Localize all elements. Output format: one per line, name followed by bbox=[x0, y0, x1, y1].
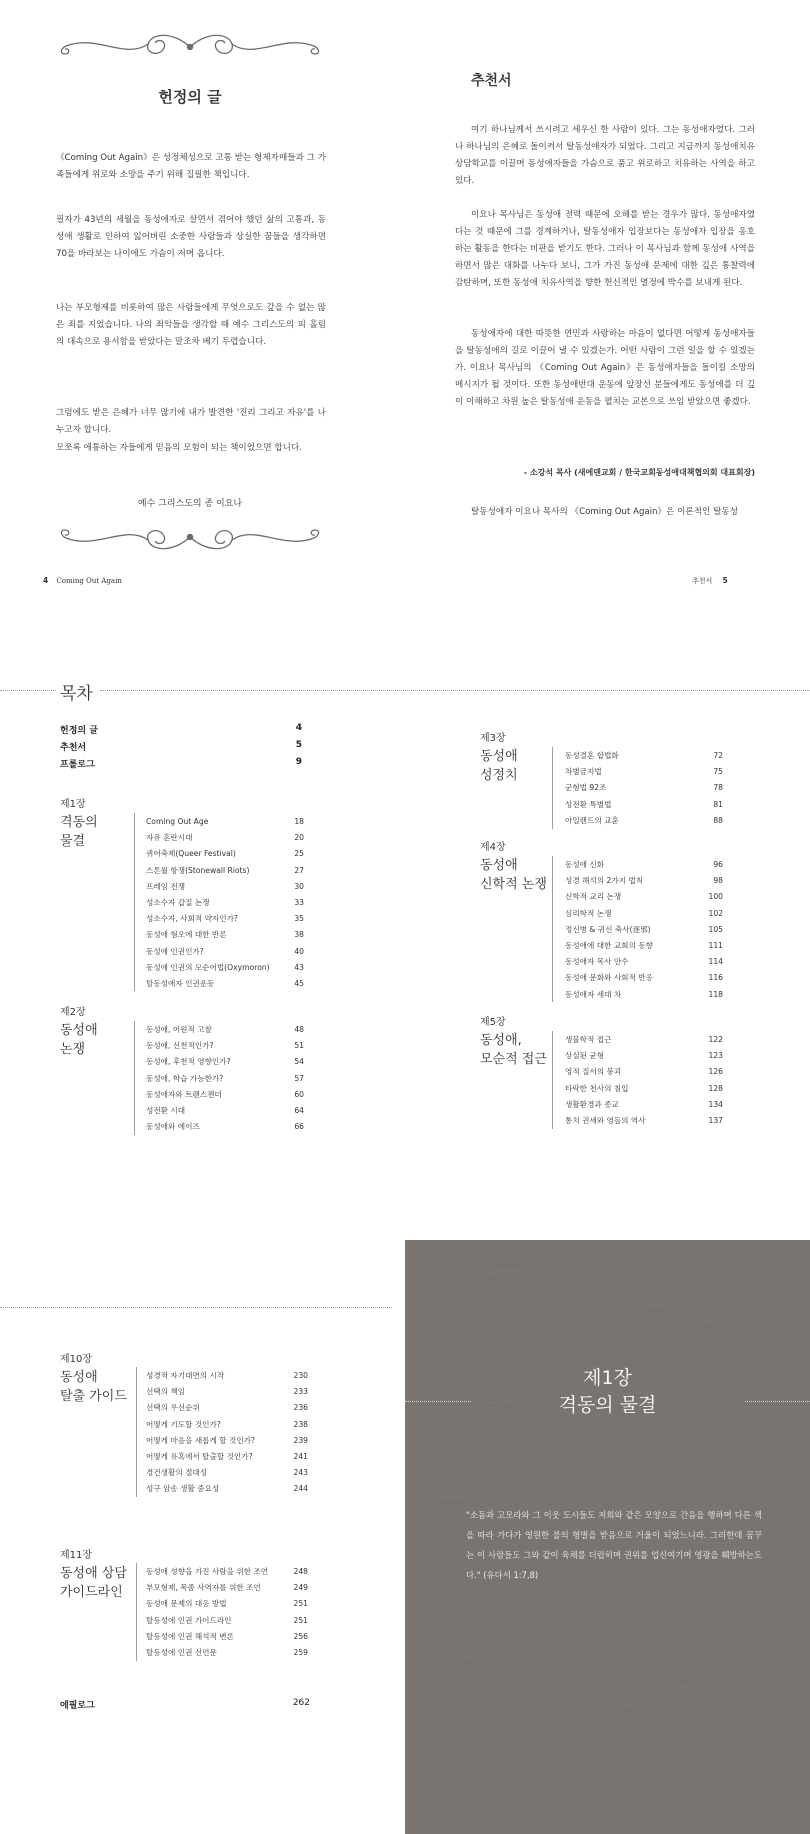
toc-entry-title: 동성애, 학습 가능한가? bbox=[146, 1073, 224, 1083]
toc-entry[interactable] bbox=[565, 764, 723, 780]
toc-entry[interactable] bbox=[146, 1596, 308, 1612]
top-ornament-divider bbox=[56, 30, 324, 64]
toc-entry[interactable] bbox=[146, 976, 304, 992]
recommendation-title: 추천서 bbox=[471, 73, 512, 89]
toc-entry-page: 20 bbox=[294, 833, 304, 843]
recommendation-paragraph-3: 동성애자에 대한 따뜻한 연민과 사랑하는 마음이 없다면 어떻게 동성애자들을 탈동성애의 길로 이끌어 낼 수 있겠는가. 어떤 사람이 그런 일을 할 수 있겠는가. 이요나 목사님의 《Coming Out Again》은 동성애자들을 돌이킬 소망의 메시지가 될 것이다. 또한 동성애반대 운동에 앞장선 분들에게도 동성애를 더 깊이 이해하고 차원 높은 탈동성애 운동을 펼치는 교본으로 쓰임 받았으면 좋겠다. bbox=[455, 329, 755, 407]
toc-entry-title: 동성애와 에이즈 bbox=[146, 1122, 200, 1132]
toc-entry-title: 동성애 혐오에 대한 반론 bbox=[146, 930, 227, 940]
chapter-11-title: 동성애 상담 가이드라인 bbox=[60, 1566, 127, 1600]
toc-entry[interactable] bbox=[565, 987, 723, 1003]
chapter-10-entries bbox=[146, 1368, 308, 1498]
toc-entry-page: 57 bbox=[294, 1073, 304, 1083]
toc-entry-title: 성구 암송 생활 중요성 bbox=[146, 1484, 220, 1494]
toc-entry[interactable] bbox=[565, 748, 723, 764]
toc-entry-title: 신학적 교리 논쟁 bbox=[565, 892, 622, 902]
toc-entry-page: 35 bbox=[294, 914, 304, 924]
part-opener-title: 제1장 격동의 물결 bbox=[558, 1367, 657, 1416]
toc-entry[interactable] bbox=[565, 1064, 723, 1080]
toc-entry-title: 동성애자 목사 안수 bbox=[565, 957, 629, 967]
toc-entry-title: 동성애 인권의 모순어법(Oxymoron) bbox=[146, 962, 270, 972]
toc-entry-title: 자유 혼란시대 bbox=[146, 833, 193, 843]
toc-entry[interactable] bbox=[146, 830, 304, 846]
toc-entry[interactable] bbox=[565, 889, 723, 905]
toc-entry-page: 43 bbox=[294, 962, 304, 972]
toc-entry[interactable] bbox=[565, 1032, 723, 1048]
toc-entry[interactable] bbox=[146, 1465, 308, 1481]
toc-entry-title: 탈동성애 인권 해석적 변론 bbox=[146, 1631, 234, 1641]
toc-entry-page: 116 bbox=[708, 973, 723, 983]
toc-entry-title: 성소수자 갑질 논쟁 bbox=[146, 897, 210, 907]
toc-entry[interactable] bbox=[146, 1481, 308, 1497]
toc-entry[interactable] bbox=[146, 1022, 304, 1038]
toc-back-item[interactable]: 에필로그 262 bbox=[60, 1698, 310, 1711]
toc-entry-title: 통치 권세와 영들의 역사 bbox=[565, 1115, 646, 1125]
toc-entry[interactable] bbox=[146, 1038, 304, 1054]
toc-entry-title: 동성결혼 합법화 bbox=[565, 751, 619, 760]
chapter-10-label: 제10장 bbox=[60, 1354, 93, 1365]
toc-entry-page: 88 bbox=[713, 815, 723, 825]
dedication-paragraph-2: 필자가 43년의 세월을 동성애자로 살면서 겪어야 했던 삶의 고통과, 동성애 생활로 인하여 잃어버린 소중한 사람들과 상실한 꿈들을 생각하면 70을 바라보는 나이에도 가슴이 저며 옵니다. bbox=[56, 215, 326, 259]
toc-dotted-rule-left bbox=[0, 690, 56, 691]
chapter-4-rule bbox=[552, 856, 553, 1002]
toc-entry-page: 100 bbox=[708, 892, 723, 902]
toc-entry-page: 128 bbox=[708, 1083, 723, 1093]
chapter-10-rule bbox=[136, 1367, 137, 1497]
toc-entry[interactable] bbox=[146, 1629, 308, 1645]
toc-entry[interactable] bbox=[146, 1384, 308, 1400]
toc-entry-title: 생활환경과 종교 bbox=[565, 1099, 619, 1109]
toc-entry-page: 18 bbox=[294, 817, 304, 826]
chapter-11-entries bbox=[146, 1564, 308, 1661]
toc-entry-page: 60 bbox=[294, 1089, 304, 1099]
toc-entry-title: 어떻게 기도할 것인가? bbox=[146, 1419, 221, 1429]
chapter-10-title: 동성애 탈출 가이드 bbox=[60, 1370, 127, 1404]
toc-continued-dotted-rule bbox=[0, 1307, 392, 1308]
toc-entry-page: 66 bbox=[294, 1122, 304, 1132]
chapter-5-label: 제5장 bbox=[480, 1017, 506, 1028]
folio-left bbox=[43, 576, 122, 585]
toc-entry-page: 126 bbox=[708, 1067, 723, 1077]
toc-entry-page: 25 bbox=[294, 849, 304, 859]
toc-entry-page: 54 bbox=[294, 1057, 304, 1067]
toc-entry-title: 탈동성애 인권 선언문 bbox=[146, 1647, 217, 1657]
toc-entry[interactable] bbox=[146, 944, 304, 960]
chapter-3-entries bbox=[565, 748, 723, 829]
toc-entry[interactable] bbox=[565, 970, 723, 986]
toc-entry-title: 어떻게 유혹에서 탈출할 것인가? bbox=[146, 1451, 253, 1461]
toc-entry-page: 241 bbox=[293, 1451, 308, 1461]
toc-entry[interactable] bbox=[565, 922, 723, 938]
folio-right bbox=[692, 576, 728, 586]
toc-entry[interactable] bbox=[565, 857, 723, 873]
toc-entry-title: 동성애 문제의 대응 방법 bbox=[146, 1599, 227, 1609]
toc-entry-page: 72 bbox=[713, 751, 723, 760]
toc-entry-title: 탈동성애 인권 가이드라인 bbox=[146, 1615, 232, 1625]
toc-entry-page: 238 bbox=[293, 1419, 308, 1429]
toc-entry[interactable] bbox=[565, 1048, 723, 1064]
toc-entry-page: 259 bbox=[293, 1647, 308, 1657]
toc-entry[interactable] bbox=[146, 1449, 308, 1465]
toc-entry-page: 251 bbox=[293, 1599, 308, 1609]
toc-entry-title: 탈동성애자 인권운동 bbox=[146, 978, 215, 988]
folio-left-number: 4 bbox=[43, 576, 49, 585]
toc-entry-title: 심리학적 논쟁 bbox=[565, 908, 612, 918]
dedication-paragraph-4: 그럼에도 받은 은혜가 너무 많기에 내가 발견한 '진리 그리고 자유'를 나누고자 합니다. bbox=[56, 408, 326, 435]
part-title-dotted-rule-right bbox=[745, 1401, 810, 1402]
toc-entry[interactable] bbox=[146, 1087, 304, 1103]
toc-front-item[interactable]: 프롤로그 9 bbox=[60, 757, 302, 770]
toc-entry-title: 타락한 천사의 침입 bbox=[565, 1083, 629, 1093]
toc-entry-page: 102 bbox=[708, 908, 723, 918]
toc-entry-page: 48 bbox=[294, 1025, 304, 1034]
toc-entry-title: 동성애자 세대 차 bbox=[565, 989, 622, 999]
toc-entry-page: 239 bbox=[293, 1435, 308, 1445]
toc-entry[interactable] bbox=[565, 813, 723, 829]
toc-entry-title: 어떻게 마음을 새롭게 할 것인가? bbox=[146, 1435, 256, 1445]
chapter-11-label: 제11장 bbox=[60, 1550, 93, 1561]
toc-entry-page: 134 bbox=[708, 1099, 723, 1109]
dedication-paragraph-3: 나는 부모형제를 비롯하여 많은 사람들에게 무엇으로도 갚을 수 없는 많은 죄를 지었습니다. 나의 죄악들을 생각할 때 예수 그리스도의 피 흘림의 대속으로 용서함을 받았다는 말조차 베기 두렵습니다. bbox=[56, 303, 326, 347]
bottom-ornament-divider bbox=[56, 520, 324, 554]
toc-entry-title: 성소수자, 사회적 약자인가? bbox=[146, 914, 238, 924]
recommendation-paragraph-1: 여기 하나님께서 쓰시려고 세우신 한 사람이 있다. 그는 동성애자였다. 그러나 하나님의 은혜로 돌이켜서 탈동성애자가 되었다. 그리고 지금까지 동성애치유상담학교를 이끌며 동성애자들을 가슴으로 품고 위로하고 치유하는 사역을 하고 있다. bbox=[455, 125, 755, 186]
part-title-dotted-rule-left bbox=[405, 1401, 471, 1402]
toc-entry-title: 성경 해석의 2가지 법칙 bbox=[565, 876, 644, 886]
toc-entry-title: Coming Out Age bbox=[146, 817, 209, 826]
toc-entry[interactable] bbox=[146, 863, 304, 879]
toc-entry[interactable] bbox=[146, 1580, 308, 1596]
toc-entry-page: 249 bbox=[293, 1583, 308, 1593]
toc-entry-title: 성경적 자기대면의 시작 bbox=[146, 1371, 225, 1380]
toc-entry-title: 선택의 우선순위 bbox=[146, 1403, 200, 1413]
toc-entry-title: 선택의 책임 bbox=[146, 1387, 186, 1397]
toc-entry-title: 동성애 성향을 가진 사람을 위한 조언 bbox=[146, 1567, 269, 1576]
toc-entry[interactable] bbox=[565, 797, 723, 813]
toc-entry-page: 98 bbox=[713, 876, 723, 886]
toc-entry-title: 동성애, 후천적 영향인가? bbox=[146, 1057, 231, 1067]
chapter-2-rule bbox=[134, 1021, 135, 1135]
toc-entry-title: 차별금지법 bbox=[565, 767, 602, 777]
recommendation-signature: - 소강석 목사 (새에덴교회 / 한국교회동성애대책협의회 대표회장) bbox=[523, 468, 755, 477]
toc-entry[interactable] bbox=[565, 780, 723, 796]
toc-entry-title: 아일랜드의 교훈 bbox=[565, 815, 619, 825]
toc-entry-title: 프레임 전쟁 bbox=[146, 881, 186, 891]
toc-entry[interactable] bbox=[146, 1400, 308, 1416]
toc-entry-page: 51 bbox=[294, 1041, 304, 1051]
toc-entry[interactable] bbox=[146, 879, 304, 895]
chapter-5-rule bbox=[552, 1031, 553, 1129]
toc-entry-title: 동성애, 어원적 고찰 bbox=[146, 1025, 212, 1034]
toc-front-item[interactable]: 헌정의 글 4 bbox=[60, 723, 302, 736]
toc-entry-page: 256 bbox=[293, 1631, 308, 1641]
toc-entry[interactable] bbox=[146, 1054, 304, 1070]
chapter-3-title: 동성애 성정치 bbox=[480, 749, 518, 783]
toc-entry-page: 45 bbox=[294, 978, 304, 988]
toc-entry-page: 105 bbox=[708, 924, 723, 934]
toc-entry[interactable] bbox=[565, 1113, 723, 1129]
toc-entry[interactable] bbox=[565, 938, 723, 954]
toc-entry-page: 33 bbox=[294, 897, 304, 907]
toc-entry-page: 64 bbox=[294, 1105, 304, 1115]
toc-entry[interactable] bbox=[146, 1564, 308, 1580]
folio-left-book: Coming Out Again bbox=[56, 577, 122, 585]
chapter-1-label: 제1장 bbox=[60, 799, 86, 810]
chapter-5-entries bbox=[565, 1032, 723, 1129]
toc-entry-title: 동성애 신화 bbox=[565, 860, 605, 869]
toc-entry-title: 생물학적 접근 bbox=[565, 1035, 612, 1044]
toc-entry[interactable] bbox=[146, 1071, 304, 1087]
toc-dotted-rule-right bbox=[100, 690, 810, 691]
toc-entry[interactable] bbox=[146, 1613, 308, 1629]
chapter-1-title: 격동의 물결 bbox=[60, 815, 98, 849]
toc-entry-page: 96 bbox=[713, 860, 723, 869]
toc-entry[interactable] bbox=[146, 814, 304, 830]
folio-right-number: 5 bbox=[722, 576, 728, 585]
toc-entry-title: 동성애 문화와 사회적 반응 bbox=[565, 973, 653, 983]
toc-front-item[interactable]: 추천서 5 bbox=[60, 740, 302, 753]
toc-entry-page: 27 bbox=[294, 865, 304, 875]
toc-entry-page: 38 bbox=[294, 930, 304, 940]
toc-entry-page: 118 bbox=[708, 989, 723, 999]
toc-entry[interactable] bbox=[146, 1103, 304, 1119]
toc-entry-page: 122 bbox=[708, 1035, 723, 1044]
chapter-3-label: 제3장 bbox=[480, 733, 506, 744]
toc-entry-page: 248 bbox=[293, 1567, 308, 1576]
toc-entry-page: 244 bbox=[293, 1484, 308, 1494]
recommendation-paragraph-2: 이요나 목사님은 동성애 전력 때문에 오해를 받는 경우가 많다. 동성애자였다는 것 때문에 그를 경계하거나, 탈동성애자 입장보다는 동성애자 입장을 옹호하는 활동을 한다는 비판을 받기도 한다. 그러나 이 목사님과 함께 동성애 사역을 하면서 많은 대화를 나누다 보니, 그가 가진 동성애 문제에 대한 깊은 통찰력에 감탄하며, 또한 동성애 치유사역을 향한 헌신적인 열정에 박수를 보내게 된다. bbox=[455, 210, 755, 288]
chapter-4-label: 제4장 bbox=[480, 842, 506, 853]
toc-entry[interactable] bbox=[146, 927, 304, 943]
toc-entry-title: 영적 질서의 붕괴 bbox=[565, 1067, 622, 1077]
part-opener-quote: "소돔과 고모라와 그 이웃 도시들도 저희와 같은 모양으로 간음을 행하며 다른 색을 따라 가다가 영원한 불의 형벌을 받음으로 거울이 되었느니라. 그러한데 꿈꾸는 이 사람들도 그와 같이 육체를 더럽히며 권위를 업신여기며 영광을 훼방하는도다." (유다서 1:7,8) bbox=[466, 1510, 762, 1580]
dedication-paragraph-5: 모쪼록 애통하는 자들에게 믿음의 모험이 되는 책이었으면 합니다. bbox=[56, 443, 302, 453]
toc-entry-title: 부모형제, 목좀 사역자를 위한 조언 bbox=[146, 1583, 261, 1593]
toc-entry-title: 군형법 92조 bbox=[565, 783, 607, 793]
toc-entry-page: 123 bbox=[708, 1051, 723, 1061]
chapter-5-title: 동성애, 모순적 접근 bbox=[480, 1033, 547, 1067]
toc-entry[interactable] bbox=[146, 1417, 308, 1433]
toc-entry-page: 137 bbox=[708, 1115, 723, 1125]
toc-entry[interactable] bbox=[565, 1097, 723, 1113]
toc-entry-title: 동성애자와 트랜스젠더 bbox=[146, 1089, 222, 1099]
toc-entry-title: 스톤월 항쟁(Stonewall Riots) bbox=[146, 865, 250, 875]
toc-entry-title: 동성애 인권인가? bbox=[146, 946, 204, 956]
toc-entry-page: 30 bbox=[294, 881, 304, 891]
toc-entry-title: 퀴어축제(Queer Festival) bbox=[146, 849, 236, 859]
toc-heading: 목차 bbox=[60, 684, 93, 704]
toc-entry-page: 111 bbox=[708, 940, 723, 950]
toc-entry-title: 동성애에 대한 교회의 동향 bbox=[565, 940, 653, 950]
toc-entry-page: 40 bbox=[294, 946, 304, 956]
toc-entry-title: 정신병 & 귀신 축사(逐邪) bbox=[565, 924, 651, 934]
toc-entry[interactable] bbox=[565, 1081, 723, 1097]
chapter-2-entries bbox=[146, 1022, 304, 1135]
chapter-3-rule bbox=[552, 747, 553, 829]
toc-entry-title: 성전환 특별법 bbox=[565, 799, 612, 809]
chapter-4-entries bbox=[565, 857, 723, 1003]
toc-entry-page: 243 bbox=[293, 1468, 308, 1478]
toc-entry-title: 성전환 시대 bbox=[146, 1105, 186, 1115]
toc-entry[interactable] bbox=[565, 873, 723, 889]
toc-entry[interactable] bbox=[146, 1645, 308, 1661]
toc-entry-title: 경건생활의 절대성 bbox=[146, 1468, 208, 1478]
toc-entry[interactable] bbox=[146, 846, 304, 862]
toc-entry-page: 251 bbox=[293, 1615, 308, 1625]
toc-entry[interactable] bbox=[146, 1433, 308, 1449]
toc-entry-page: 230 bbox=[293, 1371, 308, 1380]
toc-entry[interactable] bbox=[565, 906, 723, 922]
toc-entry[interactable] bbox=[146, 911, 304, 927]
toc-entry-page: 78 bbox=[713, 783, 723, 793]
toc-entry[interactable] bbox=[565, 954, 723, 970]
dedication-signature: 예수 그리스도의 종 이요나 bbox=[137, 499, 243, 509]
toc-entry-page: 75 bbox=[713, 767, 723, 777]
toc-entry[interactable] bbox=[146, 960, 304, 976]
dedication-title: 헌정의 글 bbox=[158, 88, 222, 106]
chapter-2-label: 제2장 bbox=[60, 1007, 86, 1018]
toc-entry-title: 동성애, 선천적인가? bbox=[146, 1041, 214, 1051]
chapter-2-title: 동성애 논쟁 bbox=[60, 1023, 98, 1057]
toc-entry-page: 236 bbox=[293, 1403, 308, 1413]
chapter-1-entries bbox=[146, 814, 304, 992]
chapter-4-title: 동성애 신학적 논쟁 bbox=[480, 858, 547, 892]
toc-entry-page: 114 bbox=[708, 957, 723, 967]
toc-entry-page: 233 bbox=[293, 1387, 308, 1397]
toc-entry[interactable] bbox=[146, 1368, 308, 1384]
folio-right-section: 추천서 bbox=[692, 577, 713, 585]
chapter-1-rule bbox=[134, 813, 135, 991]
toc-entry[interactable] bbox=[146, 1119, 304, 1135]
toc-entry[interactable] bbox=[146, 895, 304, 911]
chapter-11-rule bbox=[136, 1563, 137, 1661]
dedication-paragraph-1: 《Coming Out Again》은 성정체성으로 고통 받는 형제자매들과 그 가족들에게 위로와 소망을 주기 위해 집필한 책입니다. bbox=[56, 153, 326, 180]
toc-entry-page: 81 bbox=[713, 799, 723, 809]
recommendation-next-paragraph: 탈동성애자 이요나 목사의 《Coming Out Again》은 이론적인 탈동성 bbox=[471, 507, 738, 517]
toc-entry-title: 상실된 균형 bbox=[565, 1051, 605, 1061]
